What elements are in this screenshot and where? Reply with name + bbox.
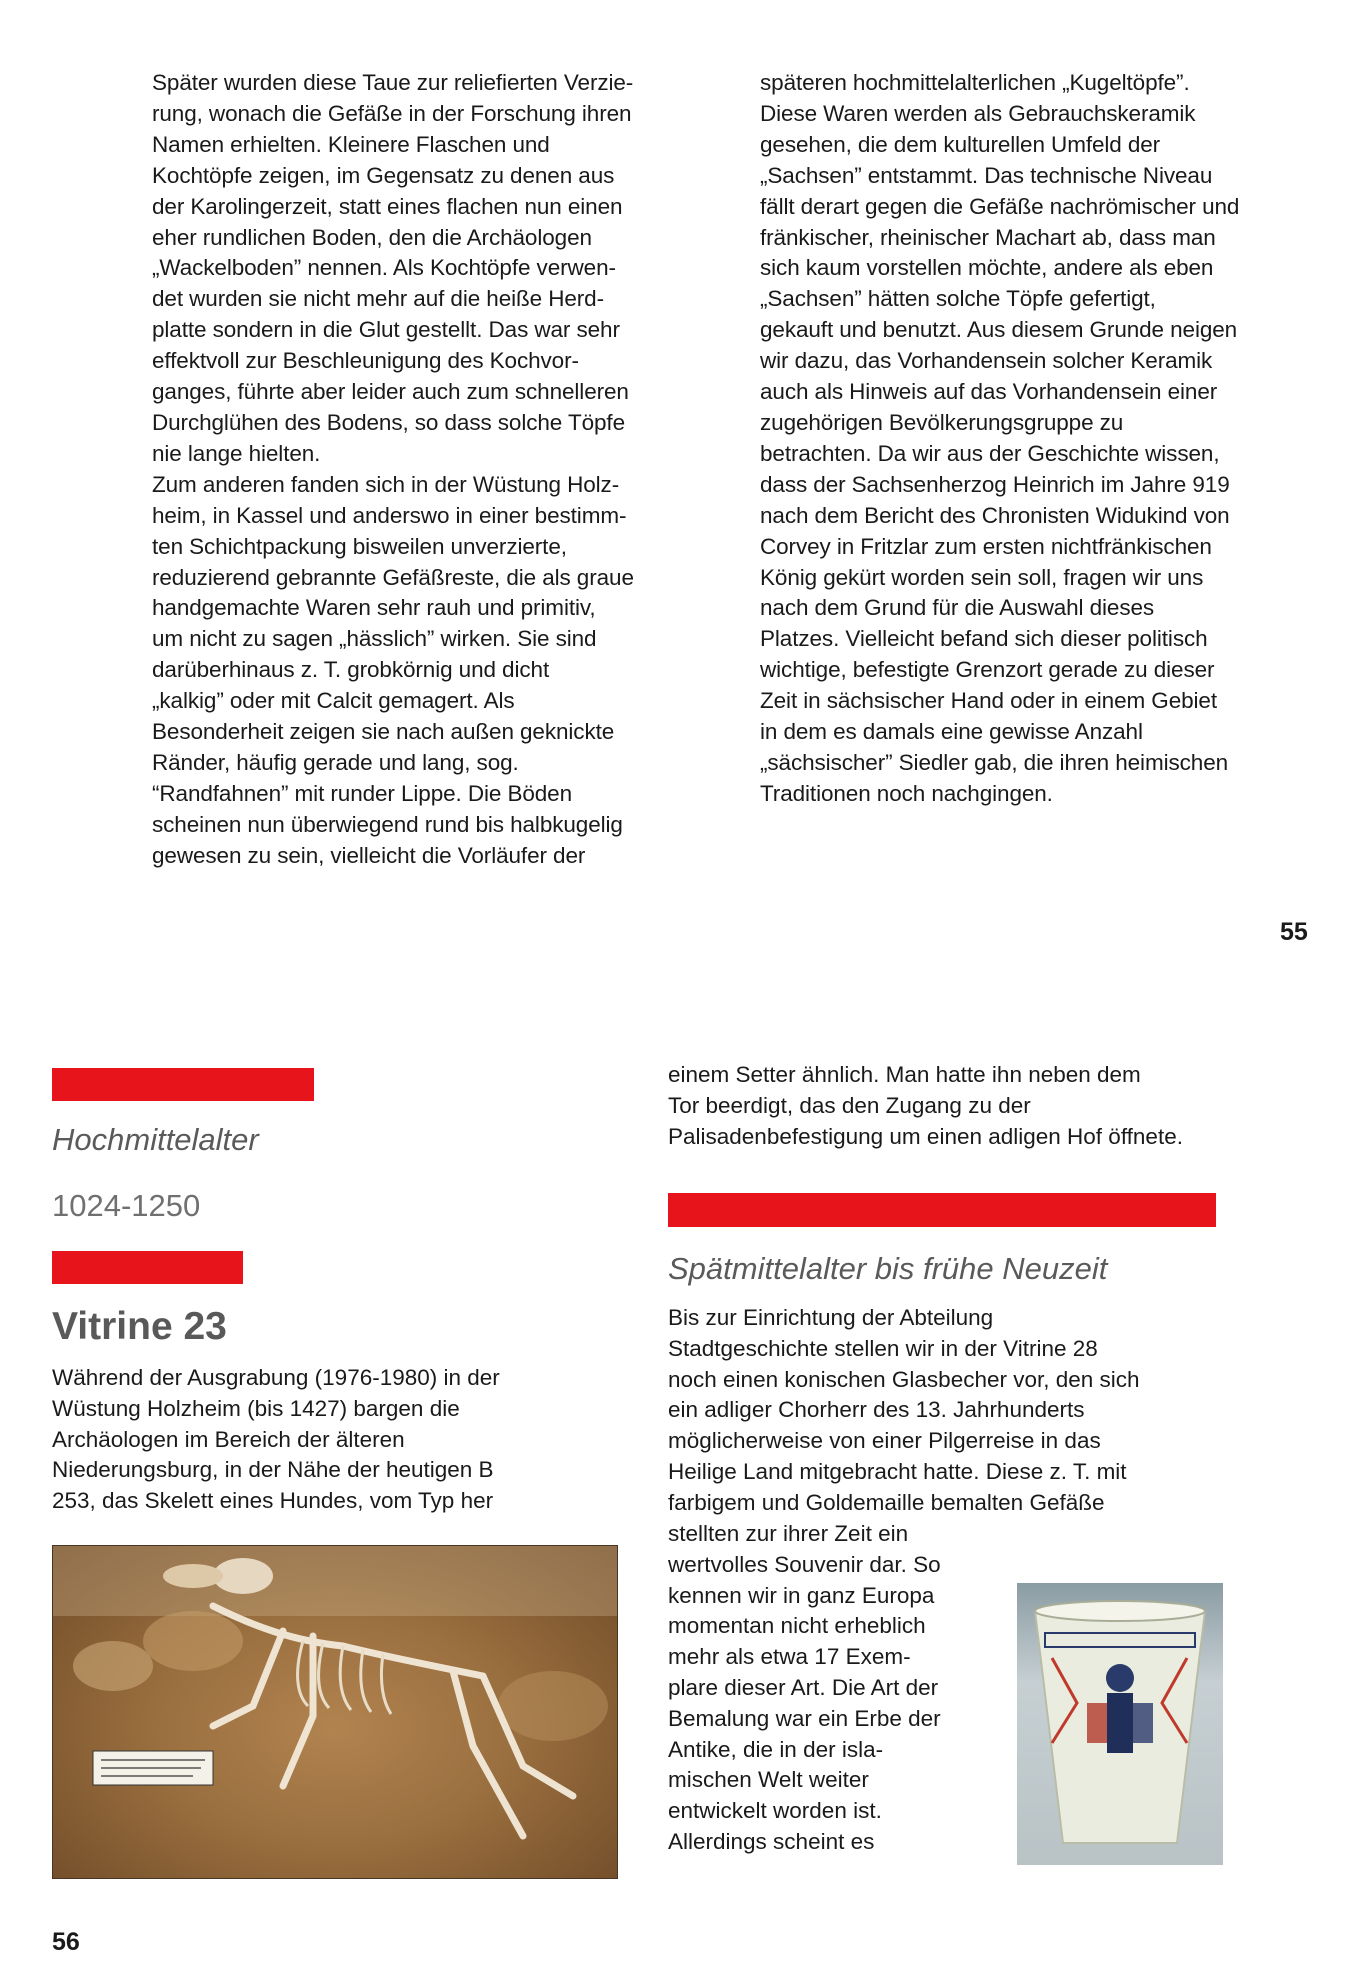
period-dates: 1024-1250 xyxy=(52,1188,201,1223)
page-56 xyxy=(0,985,1366,1973)
dog-skeleton-illustration xyxy=(53,1546,617,1878)
continued-text xyxy=(668,1060,1238,1152)
body-text: stellten zur ihrer Zeit ein wertvolles Souvenir dar. So kennen wir in ganz Europa momentan nicht erheblich mehr als etwa 17 Exem- plare dieser Art. Die Art der Bemalung war ein Erbe der Antike, die in der isla- mischen Welt weiter entwickelt worden ist. Allerdings scheint es xyxy=(668,1521,941,1854)
red-accent-bar xyxy=(668,1193,1216,1227)
body-text: Später wurden diese Taue zur reliefierten Verzie- rung, wonach die Gefäße in der Forschung ihren Namen erhielten. Kleinere Flaschen und Kochtöpfe zeigen, im Gegensatz zu denen aus der Karolingerzeit, statt eines flachen nun einen eher rundlichen Boden, den die Archäologen „Wackelboden” nennen. Als Kochtöpfe verwen- det wurden sie nicht mehr auf die heiße Herd- platte sondern in die Glut gestellt. Das war sehr effektvoll zur Beschleunigung des Kochvor- ganges, führte aber leider auch zum schnelleren Durchglühen des Bodens, so dass solche Töpfe nie lange hielten. Zum anderen fanden sich in der Wüstung Holz- heim, in Kassel und anderswo in einer bestimm- ten Schichtpackung bisweilen unverzierte, reduzierend gebrannte Gefäßreste, die als graue handgemachte Waren sehr rauh und primitiv, um nicht zu sagen „hässlich” wirken. Sie sind darüberhinaus z. T. grobkörnig und dicht „kalkig” oder mit Calcit gemagert. Als Besonderheit zeigen sie nach außen geknickte Ränder, häufig gerade und lang, sog. “Randfahnen” mit runder Lippe. Die Böden scheinen nun überwiegend rund bis halbkugelig gewesen zu sein, vielleicht die Vorläufer der xyxy=(152,70,634,868)
page-number: 55 xyxy=(1280,918,1308,946)
text-column-left xyxy=(152,68,712,872)
section-title: Hochmittelalter xyxy=(52,1122,259,1157)
glass-beaker-photo xyxy=(1017,1583,1223,1865)
red-accent-bar xyxy=(52,1251,243,1284)
page-number: 56 xyxy=(52,1928,80,1956)
glass-beaker-illustration xyxy=(1017,1583,1223,1865)
dog-skeleton-photo xyxy=(52,1545,618,1879)
section2-text xyxy=(668,1303,1238,1519)
red-accent-bar xyxy=(52,1068,314,1101)
vitrine-text xyxy=(52,1363,622,1517)
vitrine-heading: Vitrine 23 xyxy=(52,1305,227,1348)
body-text: einem Setter ähnlich. Man hatte ihn neben dem Tor beerdigt, das den Zugang zu der Palisadenbefestigung um einen adligen Hof öffnete. xyxy=(668,1062,1183,1149)
section2-text-narrow xyxy=(668,1519,1018,1858)
text-column-right xyxy=(760,68,1330,810)
body-text: Bis zur Einrichtung der Abteilung Stadtgeschichte stellen wir in der Vitrine 28 noch einen konischen Glasbecher vor, den sich ein adliger Chorherr des 13. Jahrhunderts möglicherweise von einer Pilgerreise in das Heilige Land mitgebracht hatte. Diese z. T. mit farbigem und Goldemaille bemalten Gefäße xyxy=(668,1305,1140,1515)
page-55 xyxy=(0,0,1366,985)
section-title: Spätmittelalter bis frühe Neuzeit xyxy=(668,1251,1108,1286)
body-text: Während der Ausgrabung (1976-1980) in der Wüstung Holzheim (bis 1427) bargen die Archäologen im Bereich der älteren Niederungsburg, in der Nähe der heutigen B 253, das Skelett eines Hundes, vom Typ her xyxy=(52,1365,500,1514)
body-text: späteren hochmittelalterlichen „Kugeltöpfe”. Diese Waren werden als Gebrauchskeramik gesehen, die dem kulturellen Umfeld der „Sachsen” entstammt. Das technische Niveau fällt derart gegen die Gefäße nachrömischer und fränkischer, rheinischer Machart ab, dass man sich kaum vorstellen möchte, andere als eben „Sachsen” hätten solche Töpfe gefertigt, gekauft und benutzt. Aus diesem Grunde neigen wir dazu, das Vorhandensein solcher Keramik auch als Hinweis auf das Vorhandensein einer zugehörigen Bevölkerungsgruppe zu betrachten. Da wir aus der Geschichte wissen, dass der Sachsenherzog Heinrich im Jahre 919 nach dem Bericht des Chronisten Widukind von Corvey in Fritzlar zum ersten nichtfränkischen König gekürt worden sein soll, fragen wir uns nach dem Grund für die Auswahl dieses Platzes. Vielleicht befand sich dieser politisch wichtige, befestigte Grenzort gerade zu dieser Zeit in sächsischer Hand oder in einem Gebiet in dem es damals eine gewisse Anzahl „sächsischer” Siedler gab, die ihren heimischen Traditionen noch nachgingen. xyxy=(760,70,1240,806)
